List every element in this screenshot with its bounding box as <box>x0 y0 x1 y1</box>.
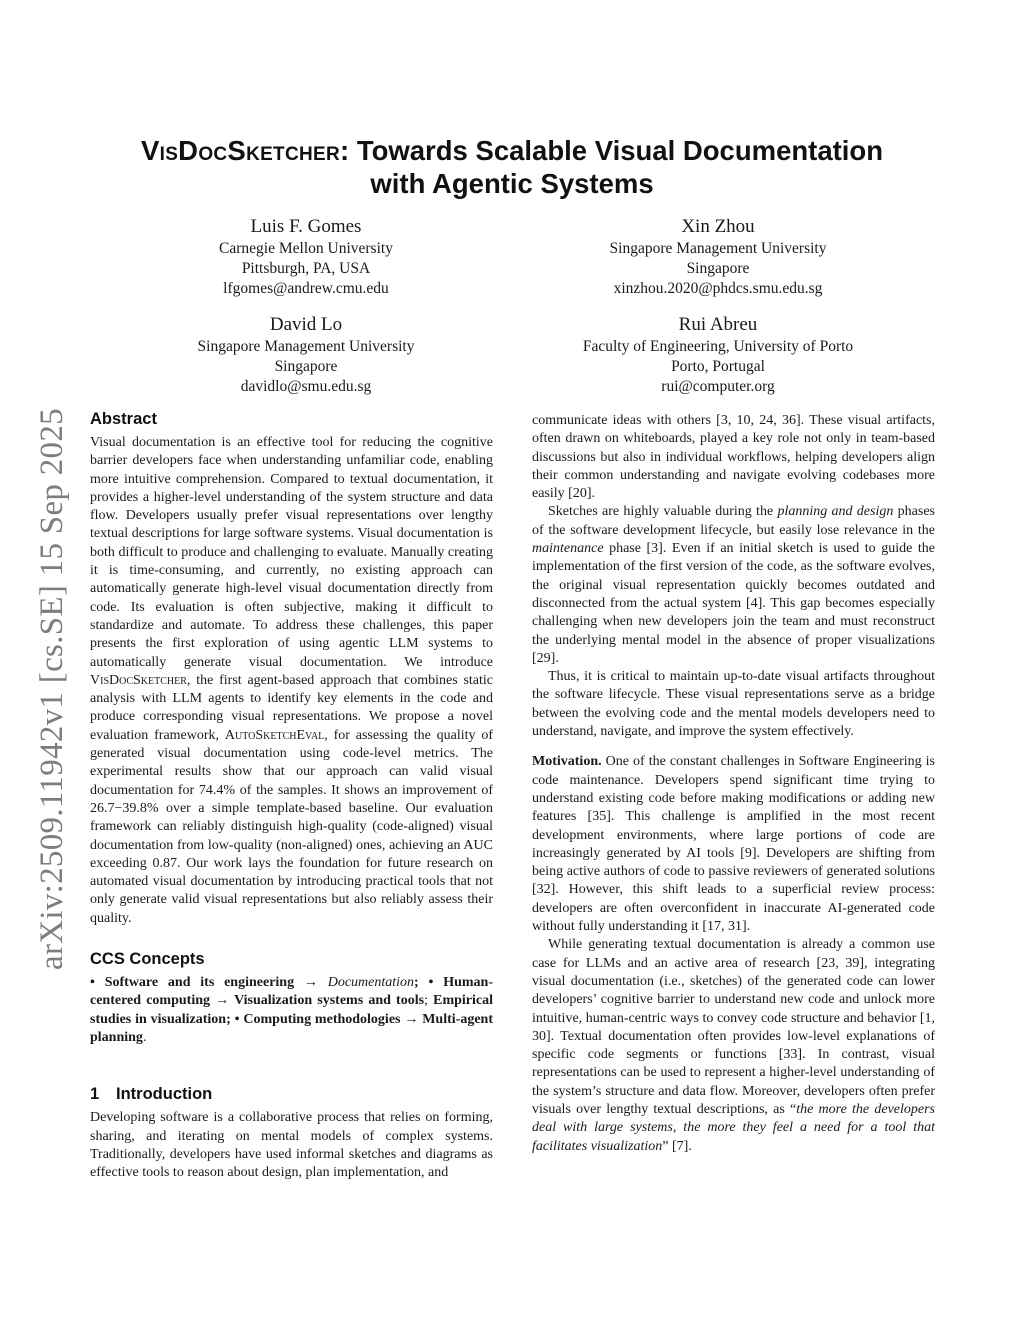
ccs-part: ; • <box>226 1011 244 1027</box>
ccs-part: ; <box>424 993 434 1009</box>
emphasis: planning and design <box>777 504 894 520</box>
author-affiliation: Singapore Management University <box>609 240 827 257</box>
text-part: Sketches are highly valuable during the <box>548 504 778 520</box>
text-part: phase [3]. Even if an initial sketch is used to guide the implementation of the first version of the code, as the software evolves, the original visual representation quickly becomes outdated and disconnected from the actual system [4]. This gap becomes especially challenging when new developers join the team and must reconstruct the underlying mental model in the absence of proper visualizations [29]. <box>532 541 935 666</box>
paragraph <box>532 503 935 668</box>
author-email: davidlo@smu.edu.sg <box>240 378 372 395</box>
right-column <box>532 412 935 1156</box>
abstract-heading: Abstract <box>90 410 157 428</box>
abstract-text-part: Visual documentation is an effective tool for reducing the cognitive barrier developers face when understanding unfamiliar code, enabling more intuitive comprehension. Compared to textual documentation, it provides a higher-level understanding of the system structure and data flow. Developers usually prefer visual representations over lengthy textual descriptions for large software systems. Visual documentation is both difficult to produce and challenging to evaluate. Manually creating it is time-consuming, and currently, no existing approach can automatically generate high-level visual documentation directly from code. Its evaluation is often subjective, making it difficult to standardize and automate. To address these challenges, this paper presents the first exploration of using agentic LLM systems to automatically generate visual documentation. We introduce <box>90 435 493 670</box>
text-part: While generating textual documentation is already a common use case for LLMs and an active area of research [23, 39], integrating visual documentation (i.e., sketches) of the generated code can lower developers’ cognitive barrier to understand new code and unlock more intuitive, human-centric ways to convey code structure and behavior [1, 30]. Textual documentation often provides low-level explanations of specific code segments or functions [33]. In contrast, visual representations can be used to represent a higher-level understanding of the system’s structure and data flow. Moreover, developers often prefer visuals over lengthy textual descriptions, as “ <box>532 937 935 1117</box>
title-system-name: VisDocSketcher <box>140 135 341 166</box>
section-title: Introduction <box>116 1085 213 1104</box>
paper-title <box>100 134 924 200</box>
author-block-2 <box>518 215 918 299</box>
author-location: Pittsburgh, PA, USA <box>241 260 371 277</box>
ccs-heading: CCS Concepts <box>90 950 205 969</box>
emphasis: maintenance <box>532 541 604 557</box>
paragraph <box>532 936 935 1156</box>
author-email: xinzhou.2020@phdcs.smu.edu.sg <box>613 280 823 297</box>
quotation: the more the developers deal with large systems, the more they feel a need for a tool that facilitates visualization <box>532 1101 936 1154</box>
left-column <box>90 408 493 1182</box>
author-location: Singapore <box>686 260 750 277</box>
author-name: Xin Zhou <box>681 216 755 237</box>
intro-paragraph: Developing software is a collaborative process that relies on forming, sharing, and iterating on mental models of complex systems. Traditionally, developers have used informal sketches and diagrams as effective tools to reason about design, plan implementation, and <box>90 1110 493 1181</box>
author-email: lfgomes@andrew.cmu.edu <box>223 280 389 297</box>
title-line-2: with Agentic Systems <box>370 168 654 199</box>
motivation-paragraph <box>532 753 935 936</box>
author-affiliation: Faculty of Engineering, University of Porto <box>582 338 854 355</box>
ccs-part: • Software and its engineering → <box>90 975 328 991</box>
arxiv-identifier: arXiv:2509.11942v1 [cs.SE] 15 Sep 2025 <box>34 408 70 970</box>
author-email: rui@computer.org <box>661 378 775 395</box>
paragraph: communicate ideas with others [3, 10, 24, 36]. These visual artifacts, often drawn on whiteboards, played a key role not only in team-based discussions but also in individual workflows, helping developers align their common understanding and navigate evolving codebases more easily [20]. <box>532 413 935 502</box>
author-location: Singapore <box>274 358 338 375</box>
author-affiliation: Carnegie Mellon University <box>219 240 393 257</box>
author-name: Rui Abreu <box>678 314 758 335</box>
author-block-1 <box>106 215 506 299</box>
motivation-label: Motivation. <box>532 754 602 770</box>
author-block-3 <box>106 313 506 397</box>
author-name: Luis F. Gomes <box>250 216 362 237</box>
intro-heading <box>90 1083 493 1105</box>
author-affiliation: Singapore Management University <box>197 338 415 355</box>
abstract-text-part: , the first agent-based approach that combines static analysis with LLM agents to identify key elements in the code and produce corresponding visual representations. We propose a novel evaluation framework, <box>90 672 493 743</box>
section-number: 1 <box>90 1085 100 1104</box>
ccs-part: . <box>142 1029 147 1045</box>
abstract-text-part: , for assessing the quality of generated visual documentation using code-level metrics. The experimental results show that our approach can valid visual documentation for 74.4% of the samples. It shows an improvement of 26.7−39.8% over a simple template-based baseline. Our evaluation framework can reliably distinguish high-quality (code-aligned) visual documentation from low-quality (non-aligned) ones, achieving an AUC exceeding 0.87. Our work lays the foundation for future research on automated visual documentation by introducing practical tools that not only generate valid visual representations but also reliably assess their quality. <box>90 727 493 926</box>
text-part: phases of the software development lifecycle, but easily lose relevance in the <box>532 504 935 538</box>
text-part: One of the constant challenges in Software Engineering is code maintenance. Developers spend significant time trying to understand existing code before making modifications or adding new features [35]. This challenge is amplified in the most recent development environments, where large portions of code are increasingly generated by AI tools [9]. Developers are shifting from being active authors of code to passive reviewers of generated solutions [32]. However, this shift leads to a superficial review process: developers are often overconfident in inaccurate AI-generated code without fully understanding it [17, 31]. <box>532 754 935 935</box>
ccs-part: Computing methodologies → Multi-agent planning <box>90 1011 493 1045</box>
abstract-system-name: VisDocSketcher <box>90 672 187 688</box>
ccs-part: Documentation <box>327 975 415 991</box>
author-block-4 <box>518 313 918 397</box>
ccs-part: Empirical studies in visualization <box>90 993 494 1027</box>
abstract-text <box>90 434 493 928</box>
title-line-1: : Towards Scalable Visual Documentation <box>340 135 884 166</box>
author-name: David Lo <box>269 314 343 335</box>
paragraph: Thus, it is critical to maintain up-to-date visual artifacts throughout the software lifecycle. These visual representations serve as a bridge between the evolving code and the mental models developers need to understand, navigate, and improve the system effectively. <box>532 669 935 740</box>
ccs-concepts <box>90 974 493 1047</box>
text-part: ” [7]. <box>662 1138 692 1154</box>
abstract-eval-name: AutoSketchEval <box>224 727 325 743</box>
ccs-part: ; • Human-centered computing → Visualization systems and tools <box>90 975 493 1009</box>
author-location: Porto, Portugal <box>671 358 765 375</box>
